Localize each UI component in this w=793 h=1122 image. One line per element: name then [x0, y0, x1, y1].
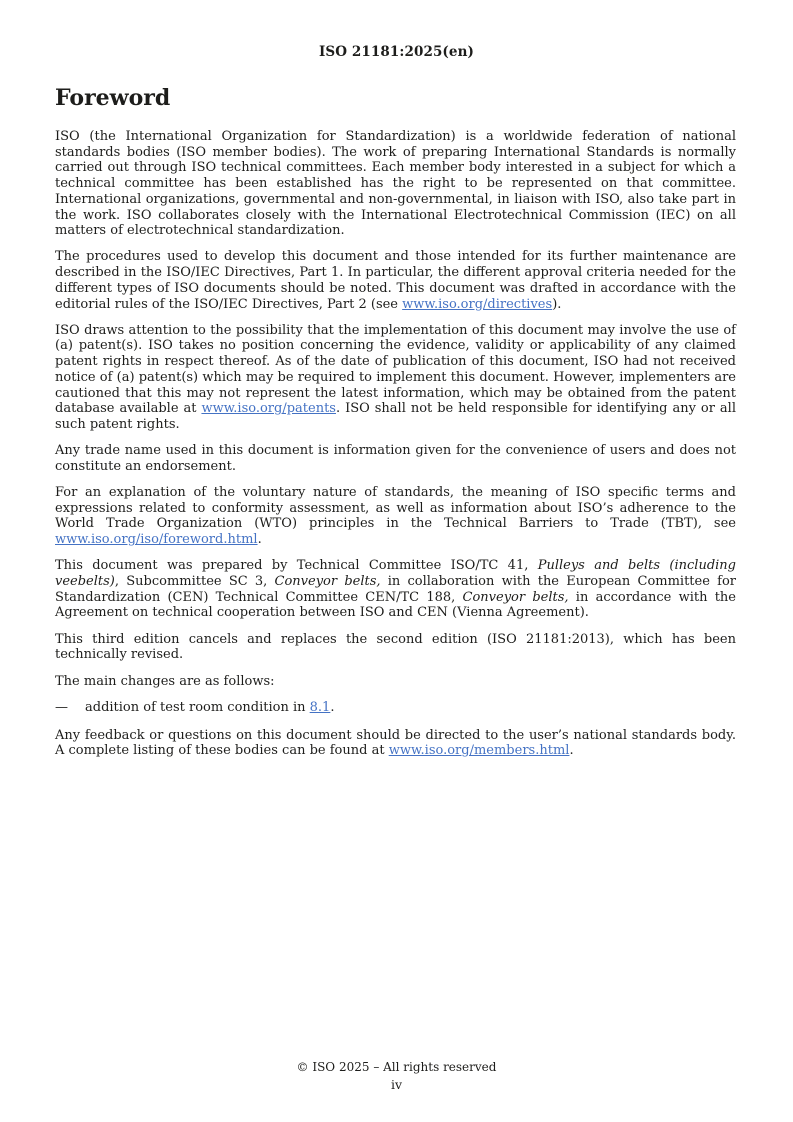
- list-item-text: [85, 700, 736, 716]
- text-run: , Subcommittee SC 3,: [114, 574, 275, 590]
- text-run: .: [257, 532, 262, 548]
- text-run: This document was prepared by Technical Committee ISO/TC 41,: [55, 558, 538, 574]
- paragraph: [55, 674, 736, 690]
- page-number: iv: [390, 1077, 403, 1092]
- hyperlink[interactable]: www.iso.org/iso/foreword.html: [55, 532, 258, 548]
- text-run: .: [330, 699, 335, 715]
- text-run: For an explanation of the voluntary nature of standards, the meaning of ISO specific terms and expressions related to conformity assessment, as well as information about ISO’s adherence to the World Trade Organization (WTO) principles in the Technical Barriers to Trade (TBT), see: [55, 485, 736, 532]
- foreword-body: [55, 129, 736, 759]
- copyright-notice: © ISO 2025 – All rights reserved: [296, 1060, 497, 1074]
- paragraph: [55, 558, 736, 621]
- text-run: addition of test room condition in: [85, 699, 310, 715]
- dash-list-item: [55, 700, 736, 716]
- hyperlink[interactable]: www.iso.org/members.html: [388, 743, 570, 759]
- text-run: Any trade name used in this document is information given for the convenience of users and does not constitute an endorsement.: [55, 443, 736, 474]
- paragraph: [55, 728, 736, 759]
- text-run: ISO (the International Organization for Standardization) is a worldwide federation of national standards bodies (ISO member bodies). The work of preparing International Standards is normally carried out through ISO technical committees. Each member body interested in a subject for which a technical committee has been established has the right to be represented on that committee. International organizations, governmental and non-governmental, in liaison with ISO, also take part in the work. ISO collaborates closely with the International Electrotechnical Commission (IEC) on all matters of electrotechnical standardization.: [55, 129, 736, 239]
- paragraph: [55, 632, 736, 663]
- hyperlink[interactable]: www.iso.org/directives: [402, 296, 553, 312]
- text-run: . ISO shall not be held responsible for identifying any or all such patent rights.: [55, 401, 736, 432]
- paragraph: [55, 443, 736, 474]
- italic-text: Conveyor belts,: [462, 589, 569, 605]
- page-title: Foreword: [55, 85, 171, 111]
- italic-text: Conveyor belts,: [274, 574, 381, 590]
- text-run: in collaboration with the European Committee for Standardization (CEN) Technical Committee CEN/TC 188,: [55, 574, 736, 605]
- text-run: Any feedback or questions on this document should be directed to the user’s national standards body. A complete listing of these bodies can be found at: [55, 727, 736, 759]
- paragraph: [55, 249, 736, 312]
- text-run: The main changes are as follows:: [55, 673, 275, 689]
- list-dash-marker: —: [55, 699, 68, 715]
- hyperlink[interactable]: 8.1: [309, 699, 331, 715]
- text-run: .: [569, 743, 574, 759]
- page-footer: [0, 1060, 793, 1092]
- paragraph: [55, 129, 736, 239]
- paragraph: [55, 485, 736, 548]
- text-run: This third edition cancels and replaces the second edition (ISO 21181:2013), which has been technically revised.: [55, 631, 736, 663]
- document-reference: ISO 21181:2025(en): [318, 44, 475, 60]
- hyperlink[interactable]: www.iso.org/patents: [201, 401, 336, 417]
- text-run: The procedures used to develop this document and those intended for its further maintenance are described in the ISO/IEC Directives, Part 1. In particular, the different approval criteria needed for the different types of ISO documents should be noted. This document was drafted in accordance with the editorial rules of the ISO/IEC Directives, Part 2 (see: [55, 249, 736, 312]
- text-run: in accordance with the Agreement on technical cooperation between ISO and CEN (Vienna Agreement).: [55, 589, 736, 621]
- italic-text: Pulleys and belts (including veebelts): [55, 558, 736, 590]
- text-run: ).: [552, 296, 562, 312]
- paragraph: [55, 323, 736, 433]
- text-run: ISO draws attention to the possibility that the implementation of this document may involve the use of (a) patent(s). ISO takes no position concerning the evidence, validity or applicability of any claimed patent rights in respect thereof. As of the date of publication of this document, ISO had not received notice of (a) patent(s) which may be required to implement this document. However, implementers are cautioned that this may not represent the latest information, which may be obtained from the patent database available at: [55, 322, 736, 417]
